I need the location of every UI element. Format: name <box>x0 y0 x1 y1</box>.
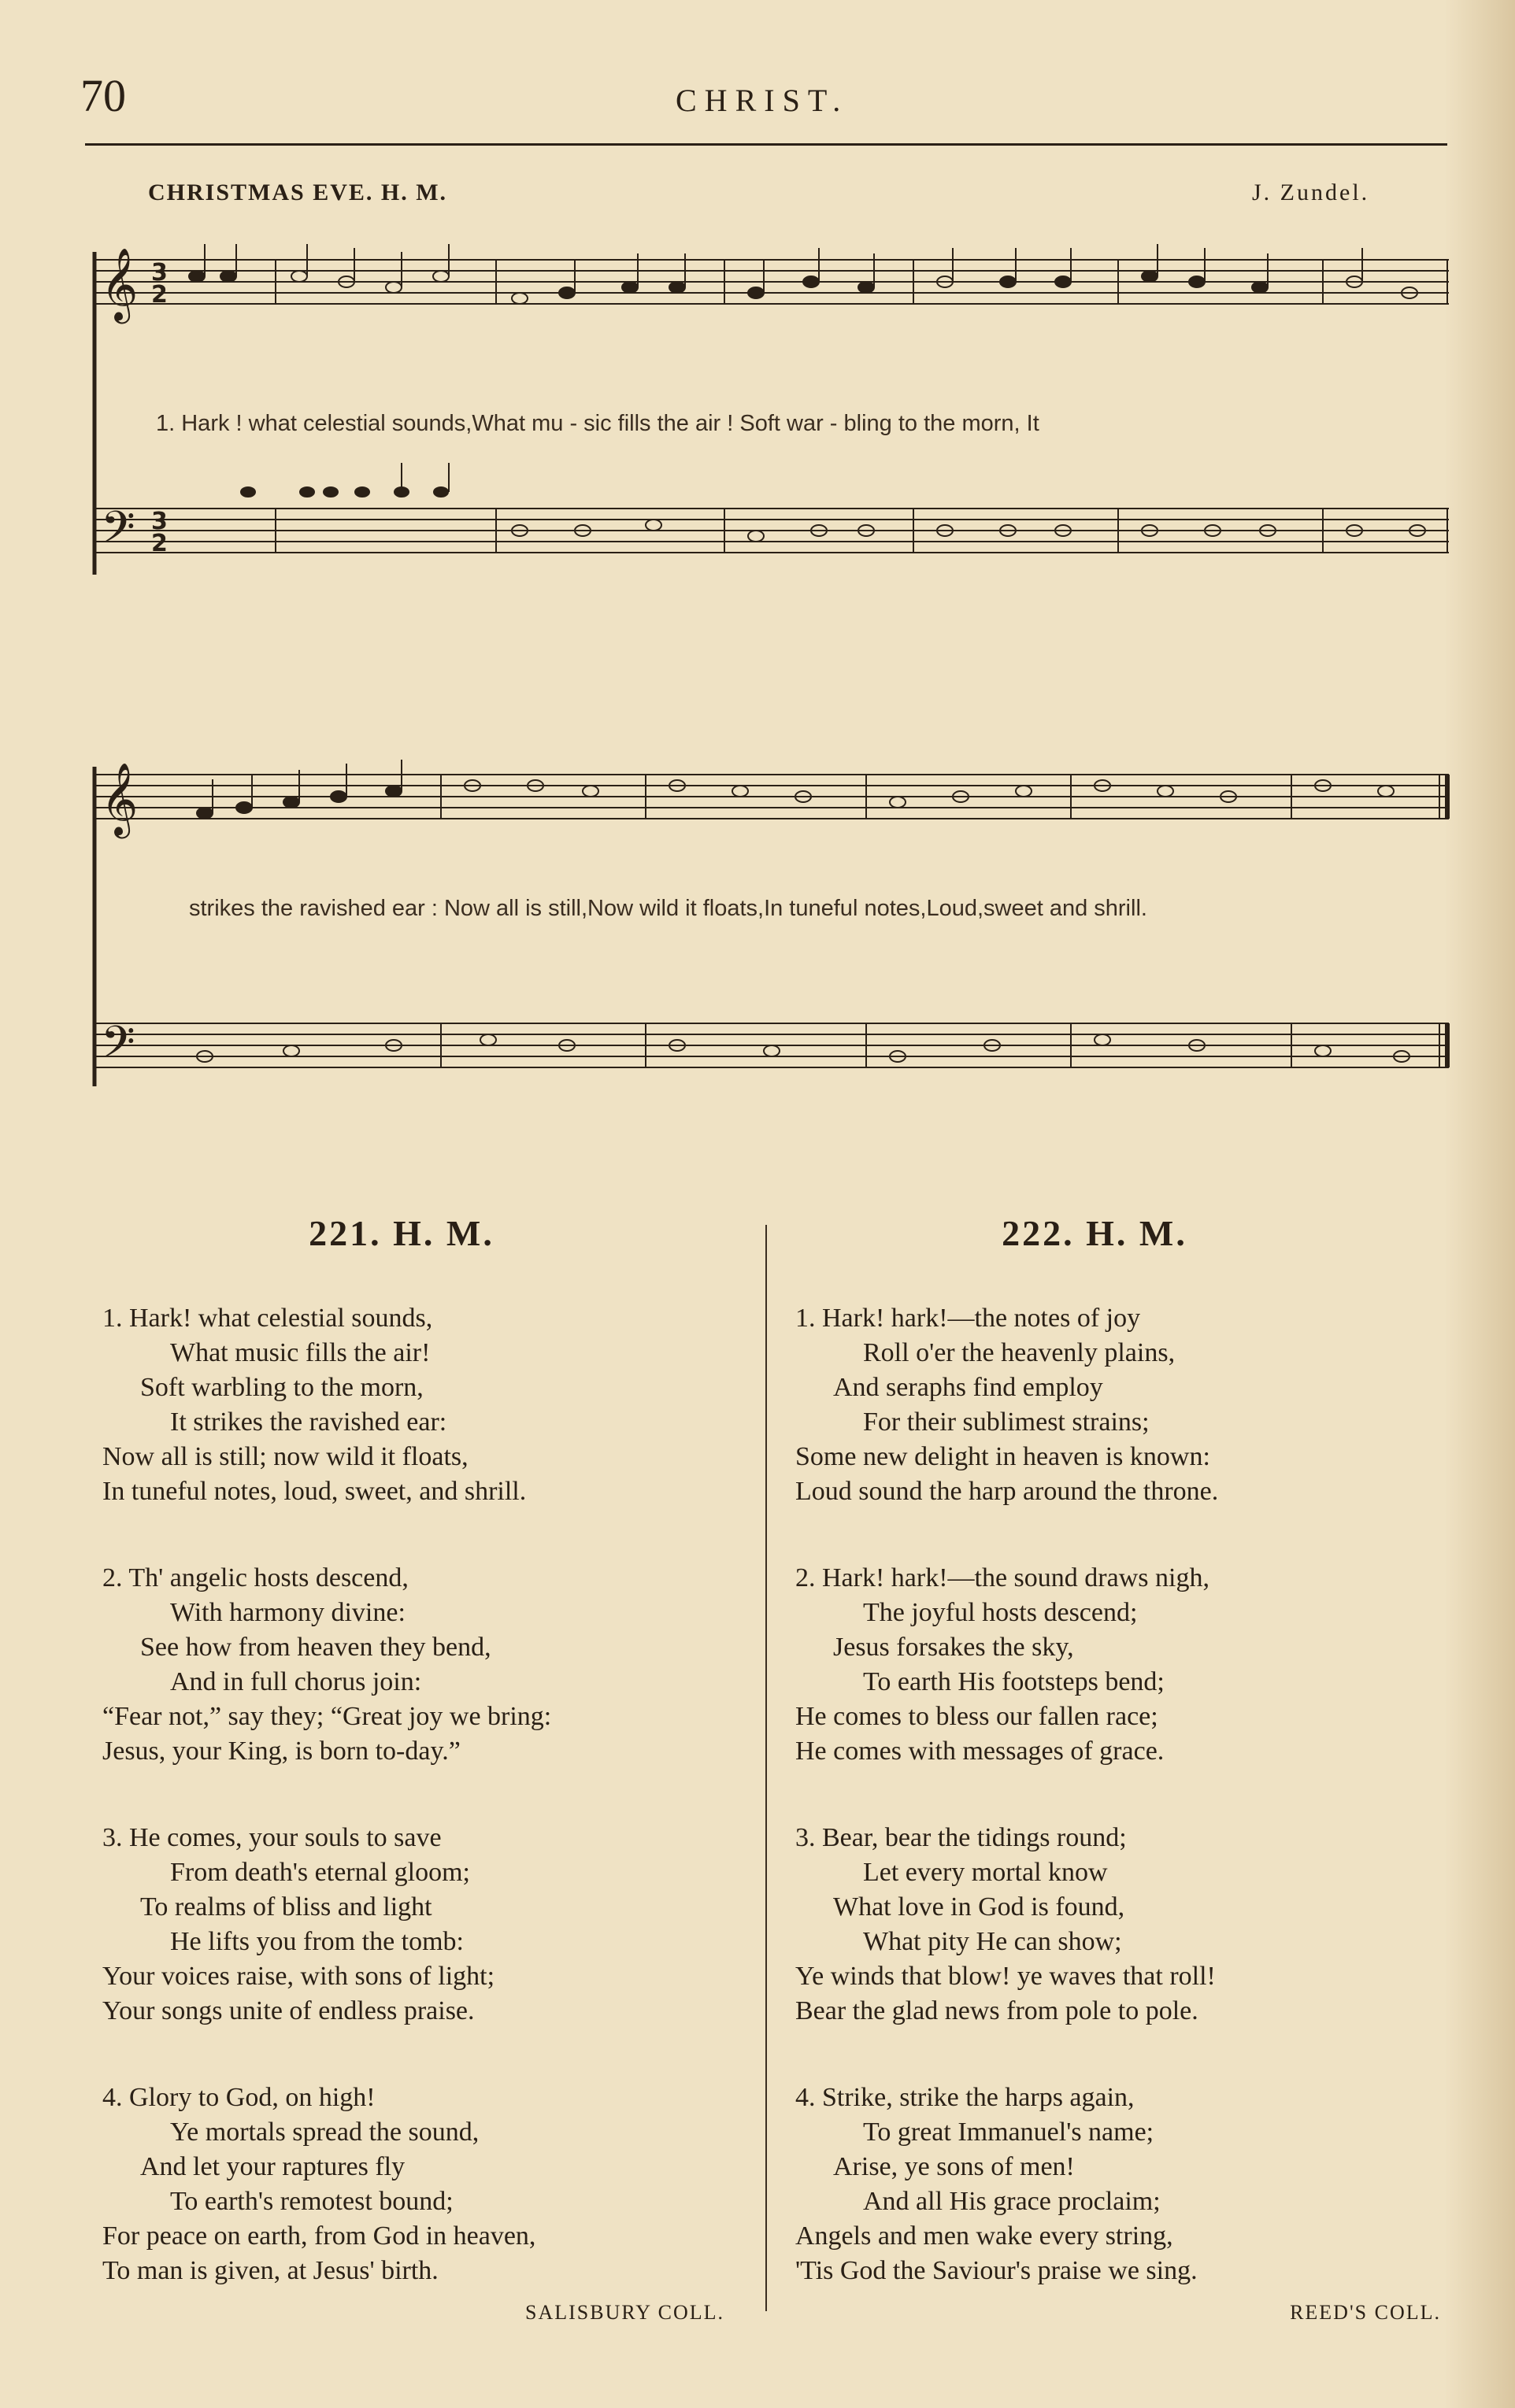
verse-line: “Fear not,” say they; “Great joy we bring: <box>102 1702 552 1731</box>
verse-line: And in full chorus join: <box>170 1667 422 1696</box>
svg-text:𝄞: 𝄞 <box>101 762 139 835</box>
svg-text:𝄢: 𝄢 <box>101 502 135 564</box>
music-system-1 <box>79 228 1465 598</box>
verse-line: See how from heaven they bend, <box>140 1633 491 1662</box>
svg-text:2: 2 <box>151 530 168 557</box>
verse-line: To earth's remotest bound; <box>170 2187 454 2216</box>
verse-line: With harmony divine: <box>170 1598 406 1627</box>
verse-line: He comes with messages of grace. <box>795 1737 1165 1766</box>
verse-line: He lifts you from the tomb: <box>170 1927 465 1956</box>
verse-line: To realms of bliss and light <box>140 1892 432 1922</box>
verse-line: What music fills the air! <box>170 1338 431 1367</box>
verse-line: 1. Hark! hark!—the notes of joy <box>795 1304 1141 1333</box>
hymn-number: 221. H. M. <box>309 1213 495 1253</box>
verse-line: The joyful hosts descend; <box>863 1598 1138 1627</box>
verse-line: What pity He can show; <box>863 1927 1122 1956</box>
verse-line: What love in God is found, <box>833 1892 1125 1922</box>
verse-line: 'Tis God the Saviour's praise we sing. <box>795 2256 1198 2285</box>
verse-line: Now all is still; now wild it floats, <box>102 1442 469 1471</box>
verse-line: Let every mortal know <box>863 1858 1108 1887</box>
verse-line: Jesus forsakes the sky, <box>833 1633 1074 1662</box>
header-rule <box>85 143 1447 146</box>
svg-text:3: 3 <box>151 259 168 287</box>
score-lyrics-line-2: strikes the ravished ear : Now all is still,Now wild it floats,In tuneful notes,Loud,sweet and shrill. <box>189 896 1147 921</box>
verse-line: Ye winds that blow! ye waves that roll! <box>795 1962 1216 1991</box>
page-number: 70 <box>80 70 126 121</box>
tune-name: CHRISTMAS EVE. H. M. <box>148 179 448 205</box>
verse-line: Roll o'er the heavenly plains, <box>863 1338 1176 1367</box>
verse-line: Angels and men wake every string, <box>795 2221 1173 2251</box>
verse-line: Loud sound the harp around the throne. <box>795 1477 1219 1506</box>
running-title: CHRIST. <box>676 83 849 118</box>
verse-line: Your voices raise, with sons of light; <box>102 1962 495 1991</box>
verse-line: 4. Glory to God, on high! <box>102 2083 376 2112</box>
verse-line: To earth His footsteps bend; <box>863 1667 1165 1696</box>
verse-line: For their sublimest strains; <box>863 1407 1150 1437</box>
verse-line: It strikes the ravished ear: <box>170 1407 447 1437</box>
verse-line: Some new delight in heaven is known: <box>795 1442 1210 1471</box>
score-lyrics-line-1: 1. Hark ! what celestial sounds,What mu - sic fills the air ! Soft war - bling to the morn, It <box>156 411 1039 436</box>
verse-line: 1. Hark! what celestial sounds, <box>102 1304 433 1333</box>
page-header <box>0 0 1515 150</box>
stanza-4 <box>795 2081 1472 2288</box>
verse-line: Ye mortals spread the sound, <box>170 2118 480 2147</box>
verse-line: 3. He comes, your souls to save <box>102 1823 442 1852</box>
verse-line: Arise, ye sons of men! <box>833 2152 1075 2181</box>
verse-line: Bear the glad news from pole to pole. <box>795 1996 1198 2025</box>
stanza-1 <box>795 1301 1472 1509</box>
stanza-1 <box>102 1301 780 1509</box>
verse-line: Soft warbling to the morn, <box>140 1373 424 1402</box>
stanza-2 <box>795 1561 1472 1769</box>
hymn-number: 222. H. M. <box>1002 1213 1187 1253</box>
stanza-4 <box>102 2081 780 2288</box>
verse-line: Your songs unite of endless praise. <box>102 1996 475 2025</box>
hymn-credit: REED'S COLL. <box>1290 2301 1441 2324</box>
verse-line: And let your raptures fly <box>140 2152 406 2181</box>
music-system-2 <box>79 732 1465 1102</box>
svg-text:𝄢: 𝄢 <box>101 1017 135 1079</box>
svg-text:3: 3 <box>151 508 168 535</box>
verse-line: And seraphs find employ <box>833 1373 1103 1402</box>
verse-line: For peace on earth, from God in heaven, <box>102 2221 536 2251</box>
hymn-221 <box>102 1212 780 2325</box>
verse-line: 2. Th' angelic hosts descend, <box>102 1563 409 1592</box>
verse-line: In tuneful notes, loud, sweet, and shrill. <box>102 1477 527 1506</box>
hymn-credit: SALISBURY COLL. <box>525 2301 724 2324</box>
verse-line: To great Immanuel's name; <box>863 2118 1154 2147</box>
verse-line: Jesus, your King, is born to-day.” <box>102 1737 461 1766</box>
verse-line: 3. Bear, bear the tidings round; <box>795 1823 1127 1852</box>
verse-line: He comes to bless our fallen race; <box>795 1702 1158 1731</box>
stanza-3 <box>795 1821 1472 2029</box>
verse-line: 2. Hark! hark!—the sound draws nigh, <box>795 1563 1209 1592</box>
svg-text:2: 2 <box>151 281 168 309</box>
tune-composer: J. Zundel. <box>1252 179 1370 205</box>
verse-line: And all His grace proclaim; <box>863 2187 1161 2216</box>
svg-text:𝄞: 𝄞 <box>101 247 139 320</box>
verse-line: From death's eternal gloom; <box>170 1858 470 1887</box>
stanza-2 <box>102 1561 780 1769</box>
stanza-3 <box>102 1821 780 2029</box>
hymn-222 <box>795 1212 1472 2325</box>
verse-line: To man is given, at Jesus' birth. <box>102 2256 439 2285</box>
verse-line: 4. Strike, strike the harps again, <box>795 2083 1135 2112</box>
